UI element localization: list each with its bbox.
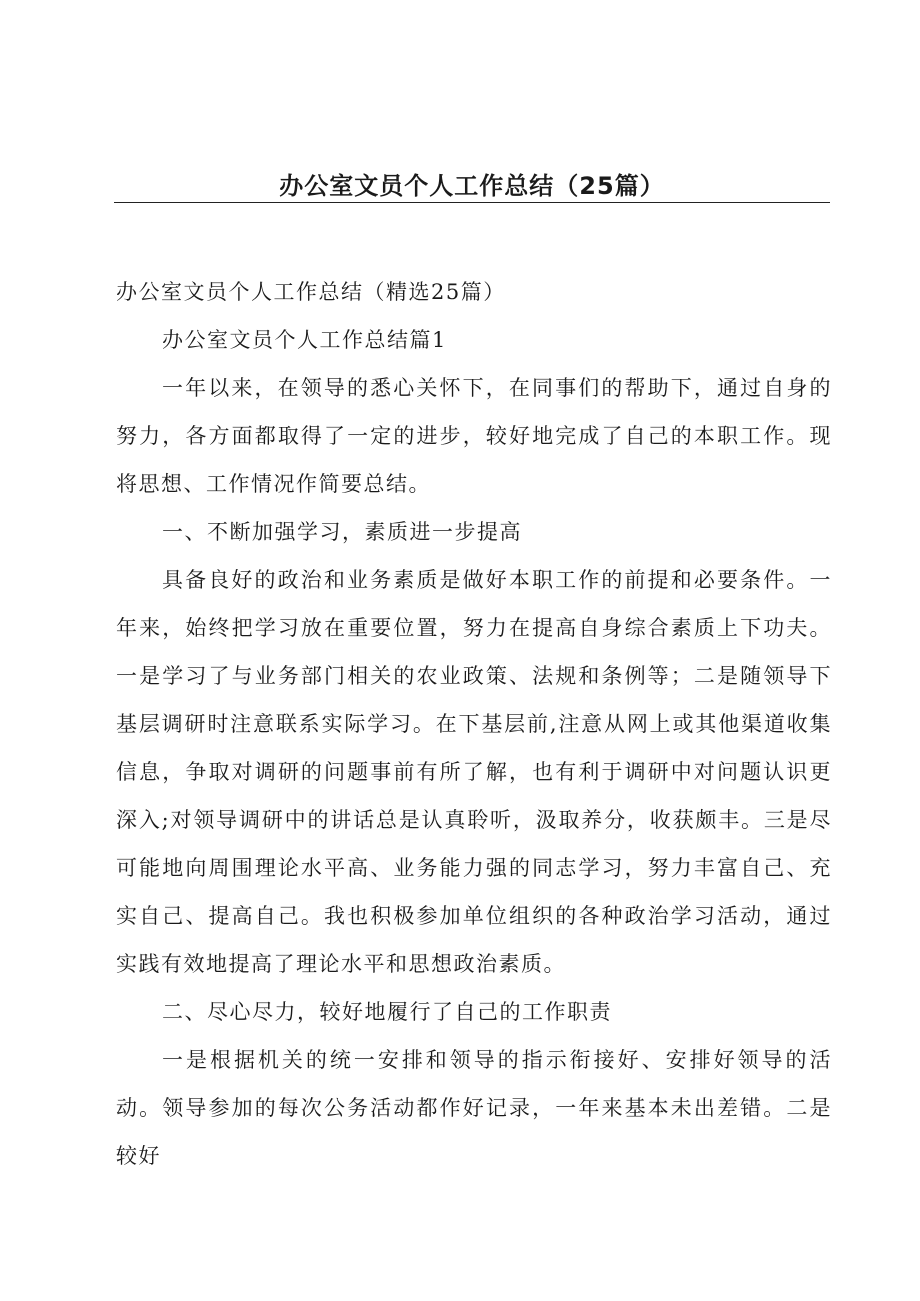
paragraph-section-heading: 办公室文员个人工作总结篇1	[162, 328, 447, 352]
paragraph-heading-one: 一、不断加强学习，素质进一步提高	[162, 520, 522, 544]
paragraph-subtitle: 办公室文员个人工作总结（精选25篇）	[116, 280, 506, 304]
paragraph-duties: 一是根据机关的统一安排和领导的指示衔接好、安排好领导的活动。领导参加的每次公务活动都作好记录，一年来基本未出差错。二是较好	[116, 1048, 832, 1168]
paragraph-intro: 一年以来，在领导的悉心关怀下，在同事们的帮助下，通过自身的努力，各方面都取得了一定的进步，较好地完成了自己的本职工作。现将思想、工作情况作简要总结。	[116, 376, 832, 496]
document-title: 办公室文员个人工作总结（25篇）	[279, 172, 665, 200]
document-body	[116, 268, 832, 1180]
paragraph-heading-two: 二、尽心尽力，较好地履行了自己的工作职责	[162, 1000, 612, 1024]
title-underline	[114, 202, 830, 203]
paragraph-study: 具备良好的政治和业务素质是做好本职工作的前提和必要条件。一年来，始终把学习放在重要位置，努力在提高自身综合素质上下功夫。一是学习了与业务部门相关的农业政策、法规和条例等；二是随领导下基层调研时注意联系实际学习。在下基层前,注意从网上或其他渠道收集信息，争取对调研的问题事前有所了解，也有利于调研中对问题认识更深入;对领导调研中的讲话总是认真聆听，汲取养分，收获颇丰。三是尽可能地向周围理论水平高、业务能力强的同志学习，努力丰富自己、充实自己、提高自己。我也积极参加单位组织的各种政治学习活动，通过实践有效地提高了理论水平和思想政治素质。	[116, 568, 832, 976]
